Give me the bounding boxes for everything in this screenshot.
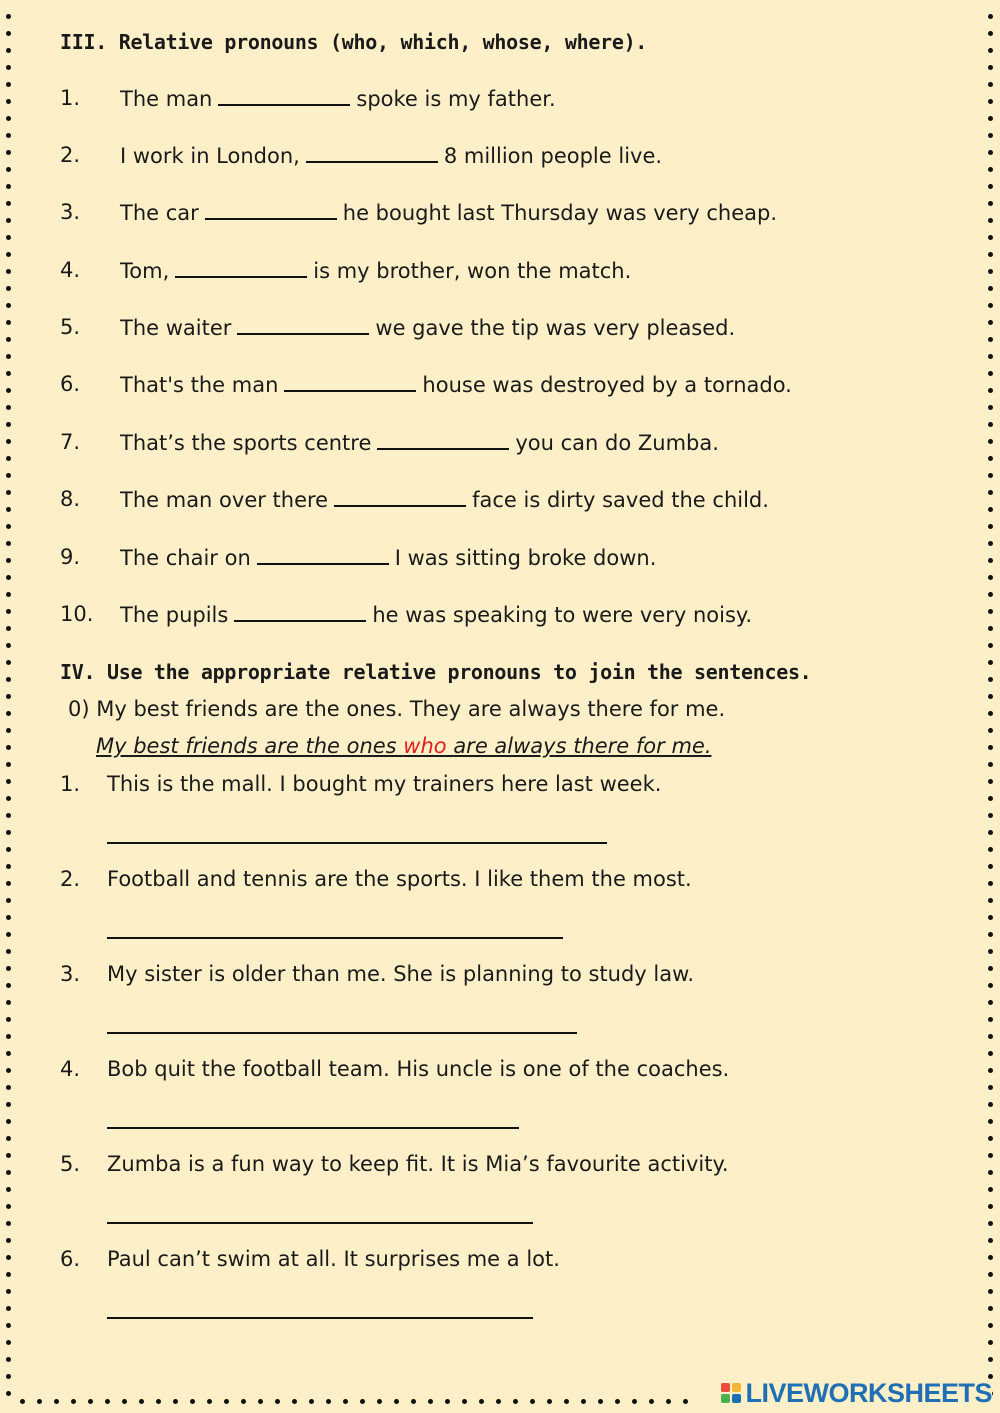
item-sentence — [120, 545, 656, 570]
border-dot — [6, 439, 11, 444]
logo-square — [732, 1394, 741, 1403]
border-dot — [988, 439, 993, 444]
border-dot — [6, 558, 11, 563]
border-dot — [988, 949, 993, 954]
border-dot — [988, 1357, 993, 1362]
border-dot — [6, 796, 11, 801]
border-dot — [6, 405, 11, 410]
border-dot — [6, 983, 11, 988]
border-dot — [988, 490, 993, 495]
border-dot — [988, 473, 993, 478]
border-dot — [139, 1399, 144, 1404]
border-dot — [6, 762, 11, 767]
border-dot — [988, 558, 993, 563]
border-dot — [6, 745, 11, 750]
section-4-title: IV. Use the appropriate relative pronouns to join the sentences. — [60, 660, 812, 684]
item-sentence — [120, 602, 752, 627]
item-number: 2. — [60, 143, 81, 167]
border-dot — [6, 575, 11, 580]
border-dot — [258, 1399, 263, 1404]
border-dot — [988, 167, 993, 172]
border-dot — [988, 150, 993, 155]
logo-text: LIVEWORKSHEETS — [745, 1377, 992, 1408]
border-dot — [156, 1399, 161, 1404]
border-dot — [988, 541, 993, 546]
item-text-before: The pupils — [120, 603, 229, 627]
border-dot — [988, 1170, 993, 1175]
border-dot — [988, 711, 993, 716]
border-dot — [6, 1119, 11, 1124]
border-dot — [6, 252, 11, 257]
item-number: 1. — [60, 772, 81, 796]
border-dot — [988, 643, 993, 648]
item-text-after: face is dirty saved the child. — [472, 488, 769, 512]
border-dot — [6, 881, 11, 886]
border-dot — [988, 915, 993, 920]
border-dot — [6, 1068, 11, 1073]
item-text-before: The man over there — [120, 488, 329, 512]
example-answer-after: are always there for me. — [453, 734, 712, 758]
border-dot — [988, 371, 993, 376]
item-number: 3. — [60, 200, 81, 224]
border-dot — [988, 218, 993, 223]
item-sentence — [120, 372, 792, 397]
border-dot — [988, 898, 993, 903]
border-dot — [988, 82, 993, 87]
example-prompt: 0) My best friends are the ones. They are always there for me. — [68, 697, 726, 721]
item-sentence — [120, 430, 719, 455]
border-dot — [479, 1399, 484, 1404]
border-dot — [6, 167, 11, 172]
border-dot — [547, 1399, 552, 1404]
border-dot — [988, 269, 993, 274]
border-dot — [462, 1399, 467, 1404]
border-dot — [377, 1399, 382, 1404]
border-dot — [6, 133, 11, 138]
border-dot — [988, 1153, 993, 1158]
item-text-before: The man — [120, 87, 213, 111]
border-dot — [988, 422, 993, 427]
border-dot — [988, 592, 993, 597]
border-dot — [988, 779, 993, 784]
border-dot — [6, 354, 11, 359]
border-dot — [988, 1272, 993, 1277]
border-dot — [988, 1340, 993, 1345]
border-dot — [6, 14, 11, 19]
border-dot — [411, 1399, 416, 1404]
border-dot — [988, 1000, 993, 1005]
border-dot — [988, 1187, 993, 1192]
border-dot — [6, 677, 11, 682]
border-dot — [988, 660, 993, 665]
border-dot — [275, 1399, 280, 1404]
border-dot — [6, 507, 11, 512]
border-dot — [6, 1000, 11, 1005]
border-dot — [6, 1017, 11, 1022]
border-dot — [666, 1399, 671, 1404]
logo-square — [721, 1383, 730, 1392]
border-dot — [6, 31, 11, 36]
item-sentence: Bob quit the football team. His uncle is one of the coaches. — [107, 1057, 730, 1081]
border-dot — [649, 1399, 654, 1404]
border-dot — [988, 456, 993, 461]
border-dot — [6, 779, 11, 784]
border-dot — [105, 1399, 110, 1404]
border-dot — [6, 1323, 11, 1328]
border-dot — [6, 1289, 11, 1294]
border-dot — [988, 745, 993, 750]
item-number: 4. — [60, 258, 81, 282]
border-dot — [6, 320, 11, 325]
border-dot — [71, 1399, 76, 1404]
border-dot — [224, 1399, 229, 1404]
border-dot — [988, 1102, 993, 1107]
border-dot — [988, 1323, 993, 1328]
border-dot — [6, 1272, 11, 1277]
border-dot — [988, 677, 993, 682]
border-dot — [988, 1119, 993, 1124]
item-text-after: I was sitting broke down. — [394, 546, 657, 570]
border-dot — [683, 1399, 688, 1404]
border-dot — [173, 1399, 178, 1404]
logo-square — [732, 1383, 741, 1392]
border-dot — [54, 1399, 59, 1404]
border-dot — [988, 932, 993, 937]
border-dot — [581, 1399, 586, 1404]
border-dot — [988, 1051, 993, 1056]
answer-line-input[interactable] — [107, 1317, 533, 1319]
border-dot — [6, 1357, 11, 1362]
border-dot — [988, 1306, 993, 1311]
item-number: 3. — [60, 962, 81, 986]
example-answer-pronoun: who — [403, 734, 454, 758]
border-dot — [988, 354, 993, 359]
item-text-before: The car — [120, 201, 199, 225]
border-dot — [6, 473, 11, 478]
border-dot — [988, 1221, 993, 1226]
answer-line-input[interactable] — [107, 1127, 519, 1129]
border-dot — [6, 490, 11, 495]
item-sentence — [120, 258, 631, 283]
item-sentence — [120, 86, 556, 111]
border-dot — [530, 1399, 535, 1404]
item-text-before: That’s the sports centre — [120, 431, 372, 455]
blank-input[interactable] — [218, 86, 350, 106]
blank-input[interactable] — [284, 372, 416, 392]
border-dot — [6, 626, 11, 631]
border-dot — [6, 1187, 11, 1192]
border-dot — [6, 541, 11, 546]
border-dot — [6, 592, 11, 597]
border-dot — [988, 405, 993, 410]
border-dot — [988, 1034, 993, 1039]
border-dot — [988, 99, 993, 104]
answer-line-input[interactable] — [107, 1222, 533, 1224]
border-dot — [394, 1399, 399, 1404]
item-text-after: 8 million people live. — [443, 144, 663, 168]
blank-input[interactable] — [234, 602, 366, 622]
border-dot — [6, 286, 11, 291]
item-text-before: Tom, — [120, 259, 170, 283]
border-dot — [988, 796, 993, 801]
item-number: 8. — [60, 487, 81, 511]
border-dot — [6, 184, 11, 189]
item-number: 5. — [60, 315, 81, 339]
border-dot — [988, 303, 993, 308]
border-dot — [6, 728, 11, 733]
border-dot — [988, 31, 993, 36]
border-dot — [598, 1399, 603, 1404]
border-dot — [988, 1017, 993, 1022]
border-dot — [6, 1153, 11, 1158]
blank-input[interactable] — [237, 315, 369, 335]
border-dot — [988, 320, 993, 325]
border-dot — [6, 694, 11, 699]
border-dot — [6, 949, 11, 954]
border-dot — [207, 1399, 212, 1404]
item-number: 5. — [60, 1152, 81, 1176]
item-text-after: he was speaking to were very noisy. — [372, 603, 752, 627]
blank-input[interactable] — [205, 200, 337, 220]
border-dot — [326, 1399, 331, 1404]
border-dot — [6, 1221, 11, 1226]
border-dot — [122, 1399, 127, 1404]
item-number: 6. — [60, 372, 81, 396]
blank-input[interactable] — [334, 487, 466, 507]
border-dot — [6, 48, 11, 53]
border-dot — [988, 14, 993, 19]
border-dot — [445, 1399, 450, 1404]
item-sentence: My sister is older than me. She is planning to study law. — [107, 962, 695, 986]
border-dot — [6, 337, 11, 342]
border-dot — [988, 184, 993, 189]
item-text-after: he bought last Thursday was very cheap. — [342, 201, 777, 225]
border-dot — [6, 1170, 11, 1175]
liveworksheets-logo[interactable] — [717, 1379, 992, 1407]
blank-input[interactable] — [175, 258, 307, 278]
border-dot — [6, 1391, 11, 1396]
example-answer-before: My best friends are the ones — [96, 734, 404, 758]
logo-mark-icon — [721, 1383, 741, 1403]
item-number: 2. — [60, 867, 81, 891]
blank-input[interactable] — [257, 545, 389, 565]
border-dot — [6, 1374, 11, 1379]
border-dot — [6, 1085, 11, 1090]
item-text-after: house was destroyed by a tornado. — [422, 373, 792, 397]
border-dot — [428, 1399, 433, 1404]
example-answer — [96, 734, 712, 758]
border-dot — [988, 762, 993, 767]
border-dot — [6, 915, 11, 920]
border-dot — [6, 847, 11, 852]
item-sentence: Paul can’t swim at all. It surprises me a lot. — [107, 1247, 560, 1271]
item-sentence: Football and tennis are the sports. I like them the most. — [107, 867, 692, 891]
item-sentence: This is the mall. I bought my trainers here last week. — [107, 772, 662, 796]
item-number: 9. — [60, 545, 81, 569]
item-number: 1. — [60, 86, 81, 110]
border-dot — [292, 1399, 297, 1404]
border-dot — [6, 643, 11, 648]
item-number: 6. — [60, 1247, 81, 1271]
border-dot — [6, 830, 11, 835]
border-dot — [6, 1238, 11, 1243]
border-dot — [988, 864, 993, 869]
border-dot — [6, 898, 11, 903]
border-dot — [988, 626, 993, 631]
border-dot — [6, 456, 11, 461]
border-dot — [988, 507, 993, 512]
border-dot — [988, 337, 993, 342]
border-dot — [513, 1399, 518, 1404]
border-dot — [241, 1399, 246, 1404]
border-dot — [496, 1399, 501, 1404]
item-text-after: spoke is my father. — [356, 87, 556, 111]
item-number: 7. — [60, 430, 81, 454]
border-dot — [988, 1255, 993, 1260]
border-dot — [988, 235, 993, 240]
border-dot — [6, 864, 11, 869]
border-dot — [988, 1238, 993, 1243]
item-sentence: Zumba is a fun way to keep fit. It is Mia’s favourite activity. — [107, 1152, 729, 1176]
border-dot — [988, 847, 993, 852]
border-dot — [343, 1399, 348, 1404]
item-text-before: I work in London, — [120, 144, 300, 168]
item-text-after: you can do Zumba. — [515, 431, 719, 455]
border-dot — [988, 1085, 993, 1090]
border-dot — [88, 1399, 93, 1404]
item-text-after: we gave the tip was very pleased. — [375, 316, 736, 340]
answer-line-input[interactable] — [107, 1032, 577, 1034]
border-dot — [190, 1399, 195, 1404]
border-dot — [988, 728, 993, 733]
border-dot — [6, 711, 11, 716]
border-dot — [988, 813, 993, 818]
border-dot — [6, 660, 11, 665]
border-dot — [20, 1399, 25, 1404]
item-text-after: is my brother, won the match. — [313, 259, 632, 283]
item-text-before: That's the man — [120, 373, 279, 397]
border-dot — [988, 983, 993, 988]
border-dot — [988, 1136, 993, 1141]
item-sentence — [120, 487, 769, 512]
item-text-before: The chair on — [120, 546, 251, 570]
border-dot — [6, 609, 11, 614]
border-dot — [615, 1399, 620, 1404]
border-dot — [988, 48, 993, 53]
border-dot — [6, 1204, 11, 1209]
border-dot — [309, 1399, 314, 1404]
item-number: 4. — [60, 1057, 81, 1081]
border-dot — [6, 235, 11, 240]
border-dot — [988, 524, 993, 529]
border-dot — [988, 609, 993, 614]
border-dot — [988, 1289, 993, 1294]
border-dot — [988, 388, 993, 393]
item-number: 10. — [60, 602, 94, 626]
border-dot — [988, 252, 993, 257]
blank-input[interactable] — [306, 143, 438, 163]
right-dotted-border — [988, 0, 996, 1413]
border-dot — [6, 269, 11, 274]
blank-input[interactable] — [377, 430, 509, 450]
section-3-title: III. Relative pronouns (who, which, whose, where). — [60, 30, 648, 54]
border-dot — [6, 201, 11, 206]
item-sentence — [120, 315, 735, 340]
border-dot — [988, 966, 993, 971]
border-dot — [988, 65, 993, 70]
border-dot — [6, 422, 11, 427]
border-dot — [360, 1399, 365, 1404]
border-dot — [6, 1255, 11, 1260]
border-dot — [6, 524, 11, 529]
border-dot — [988, 881, 993, 886]
border-dot — [6, 813, 11, 818]
border-dot — [6, 65, 11, 70]
border-dot — [632, 1399, 637, 1404]
border-dot — [988, 575, 993, 580]
item-sentence — [120, 200, 777, 225]
border-dot — [988, 133, 993, 138]
answer-line-input[interactable] — [107, 937, 563, 939]
border-dot — [6, 1340, 11, 1345]
border-dot — [988, 286, 993, 291]
border-dot — [6, 99, 11, 104]
border-dot — [988, 1204, 993, 1209]
left-dotted-border — [6, 0, 14, 1413]
border-dot — [6, 371, 11, 376]
border-dot — [6, 1306, 11, 1311]
border-dot — [6, 218, 11, 223]
border-dot — [6, 303, 11, 308]
border-dot — [6, 1051, 11, 1056]
item-sentence — [120, 143, 662, 168]
logo-square — [721, 1394, 730, 1403]
border-dot — [37, 1399, 42, 1404]
border-dot — [6, 1136, 11, 1141]
border-dot — [988, 116, 993, 121]
border-dot — [6, 1034, 11, 1039]
border-dot — [988, 694, 993, 699]
border-dot — [564, 1399, 569, 1404]
item-text-before: The waiter — [120, 316, 232, 340]
border-dot — [6, 1102, 11, 1107]
border-dot — [6, 966, 11, 971]
border-dot — [988, 830, 993, 835]
answer-line-input[interactable] — [107, 842, 607, 844]
border-dot — [6, 388, 11, 393]
border-dot — [988, 201, 993, 206]
border-dot — [6, 150, 11, 155]
border-dot — [988, 1068, 993, 1073]
border-dot — [6, 82, 11, 87]
border-dot — [6, 116, 11, 121]
border-dot — [6, 932, 11, 937]
